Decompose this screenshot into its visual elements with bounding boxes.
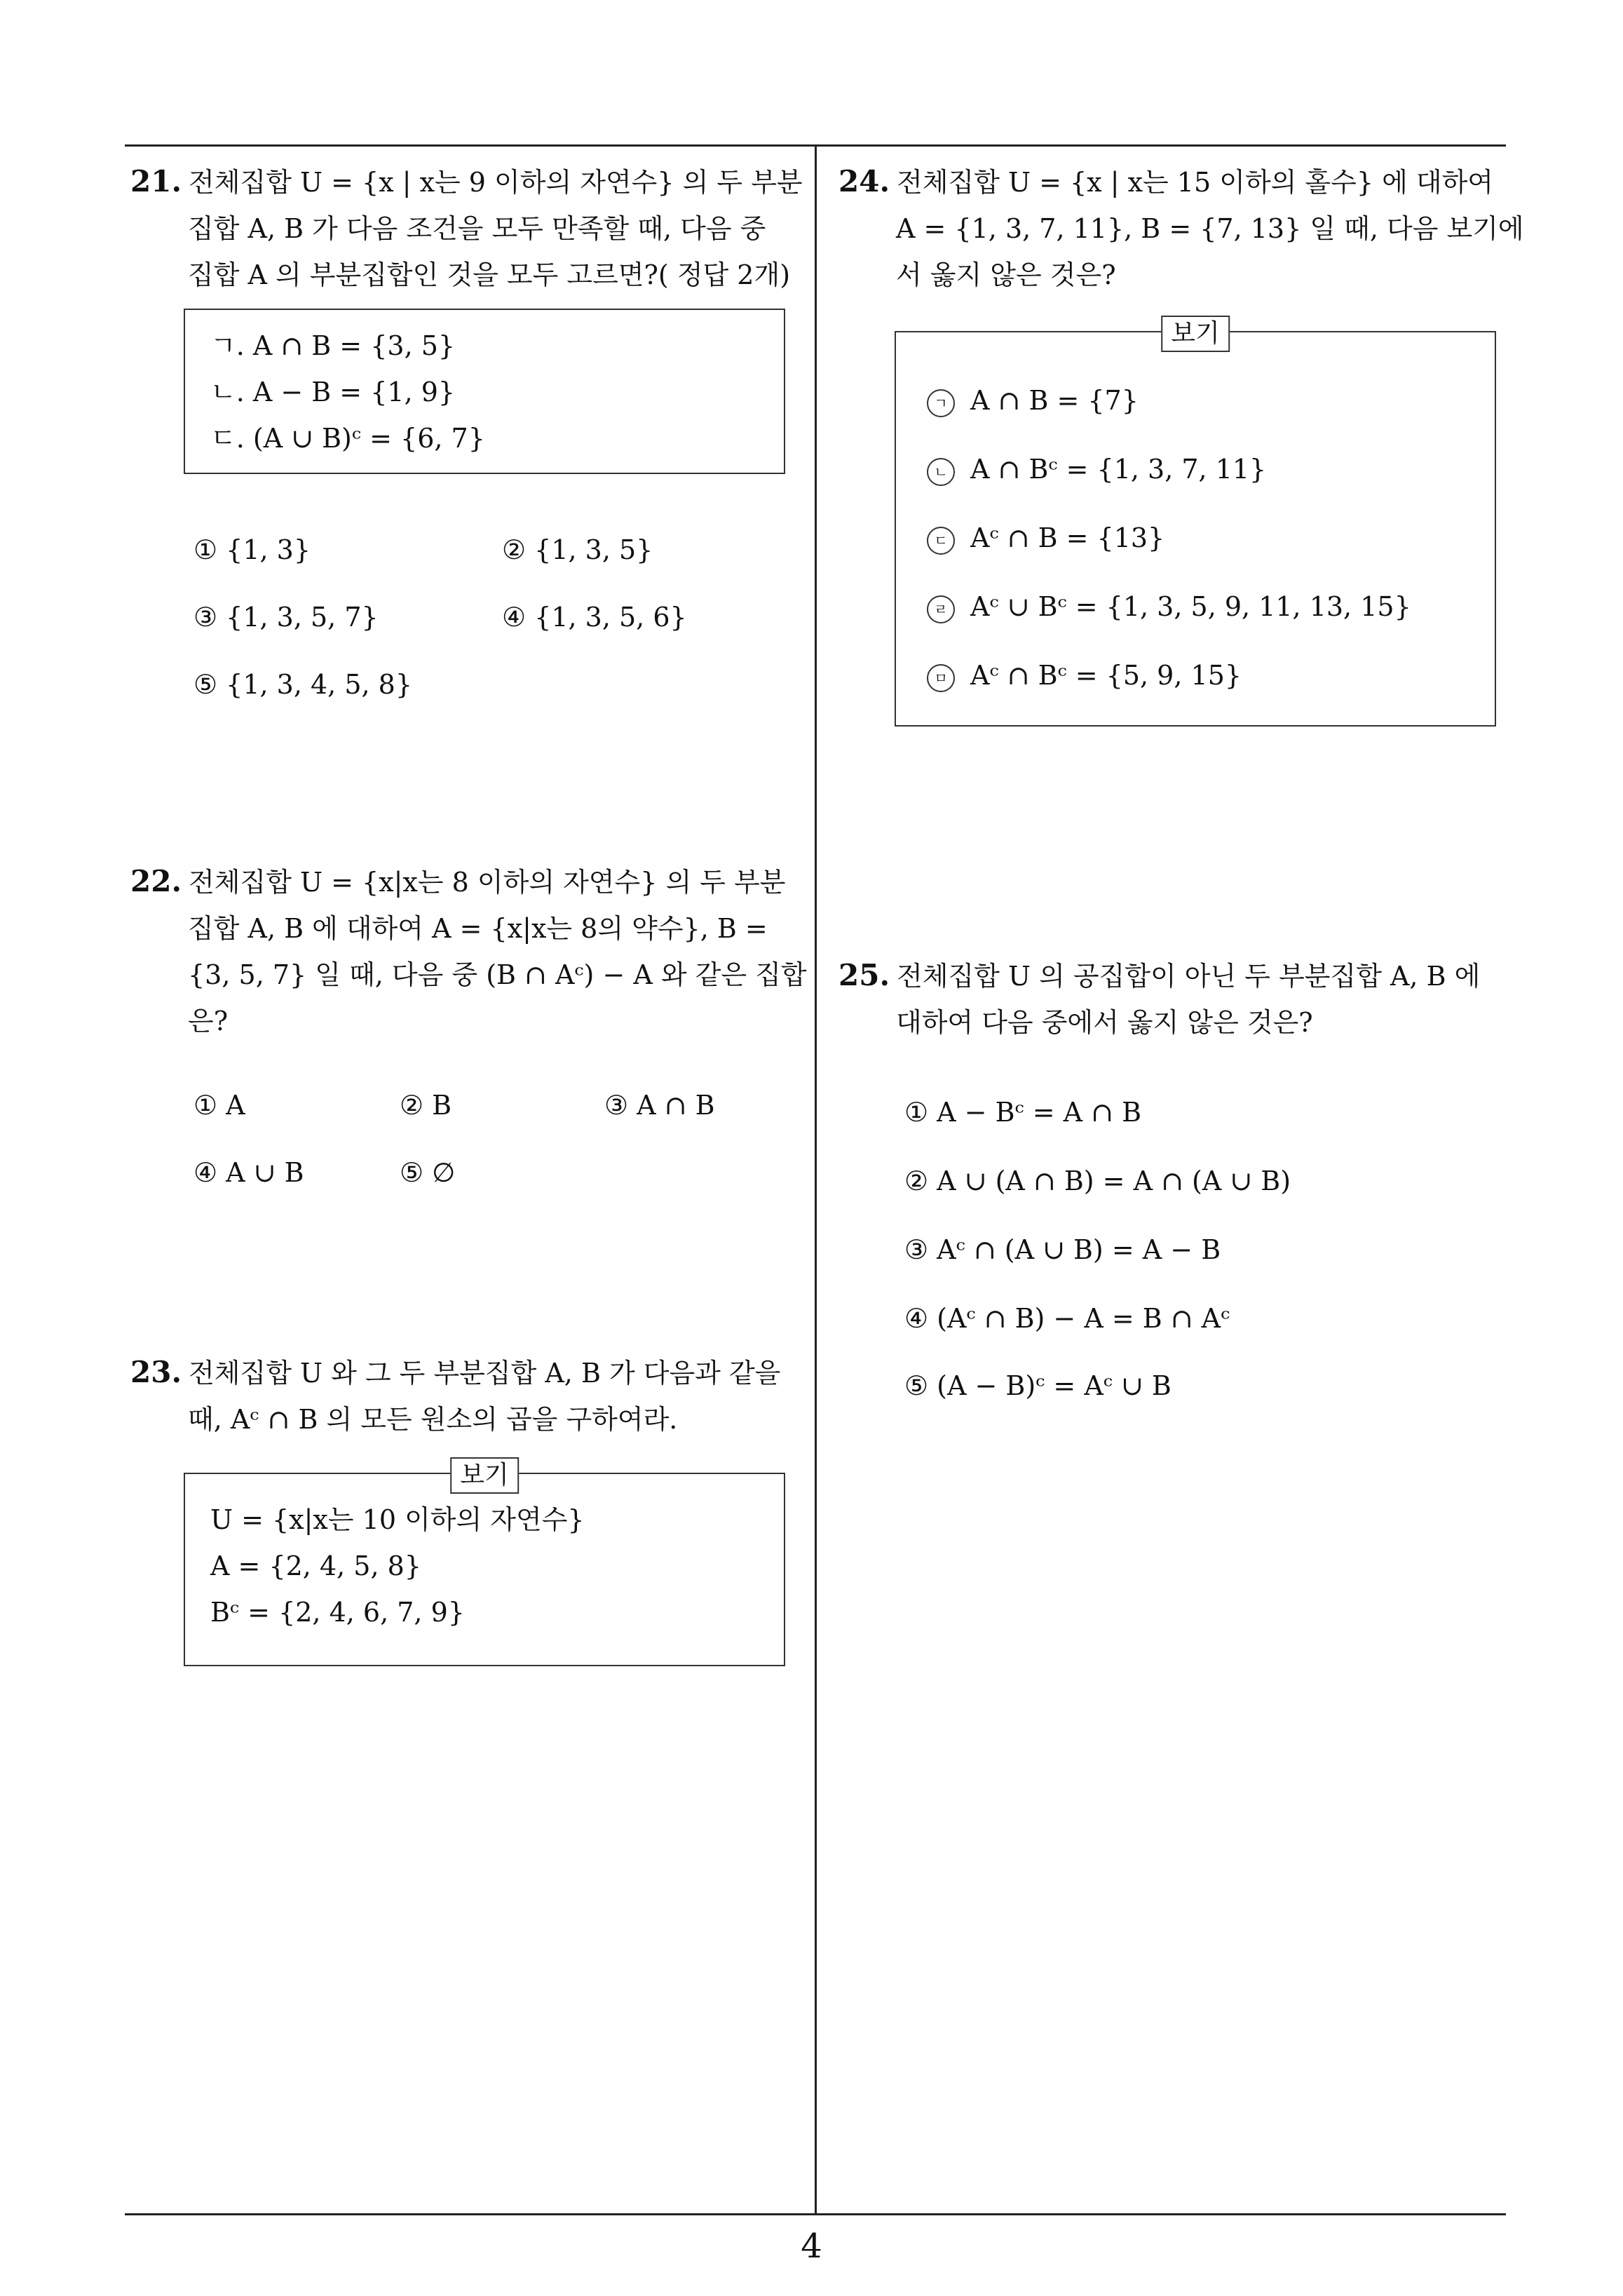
example-box [895,319,1496,727]
column-divider [815,144,817,2215]
question-number: 22. [130,864,182,898]
example-item: ㅁ Aᶜ ∩ Bᶜ = {5, 9, 15} [927,641,1411,710]
question-text: 전체집합 U = {x|x는 8 이하의 자연수} 의 두 부분 [189,867,786,898]
example-box [184,1461,785,1666]
choice-4[interactable]: ④ A ∪ B [193,1157,304,1188]
box-title: 보기 [450,1457,519,1494]
example-item: ㄴ A ∩ Bᶜ = {1, 3, 7, 11} [927,435,1411,504]
question-text: 전체집합 U 와 그 두 부분집합 A, B 가 다음과 같을 [189,1358,781,1389]
question-text: 때, Aᶜ ∩ B 의 모든 원소의 곱을 구하여라. [188,1404,678,1435]
choice-5[interactable]: ⑤ {1, 3, 4, 5, 8} [193,669,413,700]
circled-mark: ㄷ [927,527,955,555]
circled-mark: ㄹ [927,595,955,623]
question-number: 24. [838,164,890,198]
choice-2[interactable]: ② {1, 3, 5} [502,534,653,565]
question-number: 21. [130,164,182,198]
box-line: A = {2, 4, 5, 8} [210,1551,421,1581]
example-item: ㄷ Aᶜ ∩ B = {13} [927,504,1411,572]
question-text: A = {1, 3, 7, 11}, B = {7, 13} 일 때, 다음 보기에 [896,213,1524,244]
condition: ㄷ. (A ∪ B)ᶜ = {6, 7} [210,423,485,454]
circled-mark: ㄴ [927,458,955,486]
box-line: Bᶜ = {2, 4, 6, 7, 9} [210,1597,465,1628]
choice-4[interactable]: ④ {1, 3, 5, 6} [502,602,687,633]
example-item: ㄱ A ∩ B = {7} [927,366,1411,435]
question-text: {3, 5, 7} 일 때, 다음 중 (B ∩ Aᶜ) − A 와 같은 집합 [188,959,807,990]
page-number: 4 [801,2227,822,2266]
question-text: 집합 A, B 가 다음 조건을 모두 만족할 때, 다음 중 [188,213,766,244]
choice-3[interactable]: ③ Aᶜ ∩ (A ∪ B) = A − B [904,1234,1221,1265]
question-number: 25. [838,958,890,992]
choice-3[interactable]: ③ A ∩ B [604,1090,715,1121]
question-text: 은? [188,1006,229,1036]
choice-5[interactable]: ⑤ ∅ [400,1157,456,1188]
choice-3[interactable]: ③ {1, 3, 5, 7} [193,602,379,633]
question-text: 집합 A, B 에 대하여 A = {x|x는 8의 약수}, B = [188,913,768,944]
choice-1[interactable]: ① A [193,1090,245,1121]
question-text: 집합 A 의 부분집합인 것을 모두 고르면?( 정답 2개) [188,259,791,290]
condition: ㄱ. A ∩ B = {3, 5} [210,330,456,361]
question-text: 전체집합 U = {x | x는 15 이하의 홀수} 에 대하여 [897,167,1494,198]
question-text: 전체집합 U 의 공집합이 아닌 두 부분집합 A, B 에 [897,961,1481,992]
choice-2[interactable]: ② A ∪ (A ∩ B) = A ∩ (A ∪ B) [904,1166,1291,1196]
choice-1[interactable]: ① {1, 3} [193,534,311,565]
question-text: 대하여 다음 중에서 옳지 않은 것은? [896,1007,1313,1038]
choice-4[interactable]: ④ (Aᶜ ∩ B) − A = B ∩ Aᶜ [904,1303,1230,1334]
bottom-rule [125,2213,1506,2215]
condition-box [184,309,785,474]
circled-mark: ㄱ [927,389,955,417]
choice-5[interactable]: ⑤ (A − B)ᶜ = Aᶜ ∪ B [904,1370,1172,1401]
choice-2[interactable]: ② B [400,1090,452,1121]
box-title: 보기 [1161,316,1230,352]
question-number: 23. [130,1355,182,1389]
circled-mark: ㅁ [927,664,955,692]
choice-1[interactable]: ① A − Bᶜ = A ∩ B [904,1097,1142,1128]
condition: ㄴ. A − B = {1, 9} [210,377,456,407]
box-line: U = {x|x는 10 이하의 자연수} [210,1504,585,1535]
question-text: 전체집합 U = {x | x는 9 이하의 자연수} 의 두 부분 [189,167,803,198]
example-item: ㄹ Aᶜ ∪ Bᶜ = {1, 3, 5, 9, 11, 13, 15} [927,572,1411,641]
question-text: 서 옳지 않은 것은? [896,259,1116,290]
